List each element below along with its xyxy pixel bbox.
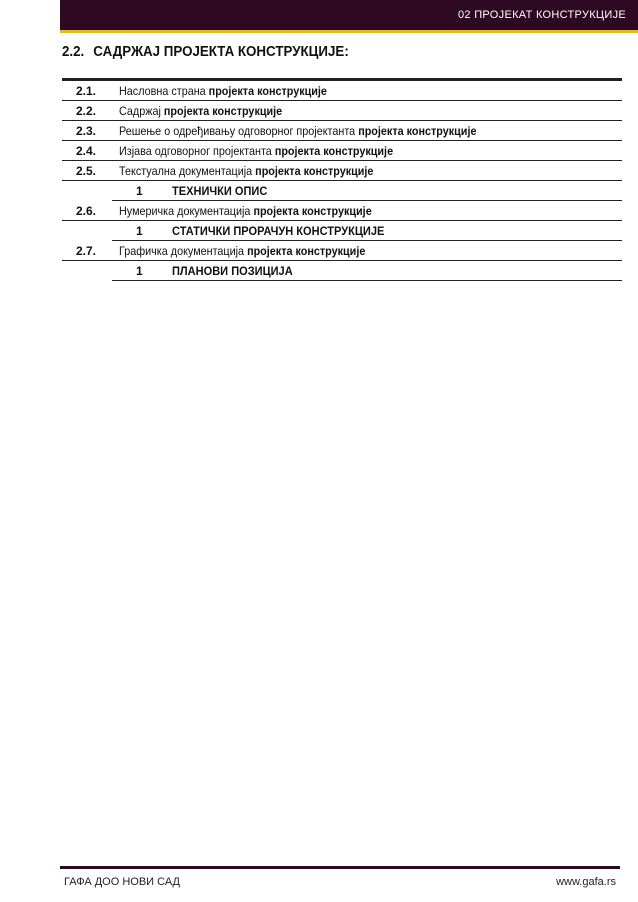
section-number: 2.2. [62, 44, 85, 60]
toc-row-2-2 [62, 101, 622, 121]
toc-row-2-3 [62, 121, 622, 141]
toc-row-number: 2.6. [76, 204, 97, 218]
toc-row-2-5 [62, 161, 622, 181]
toc-subrow-technical-description [62, 181, 622, 201]
toc-row-number: 2.7. [76, 244, 97, 258]
toc-subrow-static-calculation [62, 221, 622, 241]
section-title: САДРЖАЈ ПРОЈЕКТА КОНСТРУКЦИЈЕ: [93, 44, 349, 60]
toc-row-2-6 [62, 201, 622, 221]
toc-row-title: Изјава одговорног пројектанта пројекта конструкције [119, 144, 394, 158]
toc-row-number: 2.4. [76, 144, 97, 158]
toc-row-title: Текстуална документација пројекта конструкције [119, 164, 374, 178]
toc-row-2-7 [62, 241, 622, 261]
toc-subrow-number: 1 [136, 224, 143, 238]
contents-table [62, 78, 622, 281]
toc-row-number: 2.2. [76, 104, 97, 118]
toc-row-title: Решење о одређивању одговорног пројектанта пројекта конструкције [119, 124, 477, 138]
toc-subrow-title: СТАТИЧКИ ПРОРАЧУН КОНСТРУКЦИЈЕ [172, 224, 385, 238]
toc-row-title: Садржај пројекта конструкције [119, 104, 283, 118]
toc-subrow-number: 1 [136, 264, 143, 278]
toc-row-number: 2.3. [76, 124, 97, 138]
toc-subrow-number: 1 [136, 184, 143, 198]
footer-website[interactable]: www.gafa.rs [556, 876, 616, 888]
header-title: 02 ПРОЈЕКАТ КОНСТРУКЦИЈЕ [458, 9, 626, 21]
toc-row-title: Насловна страна пројекта конструкције [119, 84, 327, 98]
toc-row-2-1 [62, 78, 622, 101]
footer-company: ГАФА ДОО НОВИ САД [64, 876, 180, 888]
toc-row-number: 2.5. [76, 164, 97, 178]
toc-row-title: Нумеричка документација пројекта конструкције [119, 204, 372, 218]
header-accent-stripe [60, 30, 638, 33]
toc-subrow-title: ПЛАНОВИ ПОЗИЦИЈА [172, 264, 293, 278]
toc-subrow-title: ТЕХНИЧКИ ОПИС [172, 184, 268, 198]
toc-row-2-4 [62, 141, 622, 161]
section-heading [62, 44, 349, 60]
toc-row-title: Графичка документација пројекта конструкције [119, 244, 366, 258]
footer-stripe [60, 866, 620, 869]
toc-row-number: 2.1. [76, 84, 97, 98]
toc-subrow-position-plans [62, 261, 622, 281]
header-bar [60, 0, 638, 30]
